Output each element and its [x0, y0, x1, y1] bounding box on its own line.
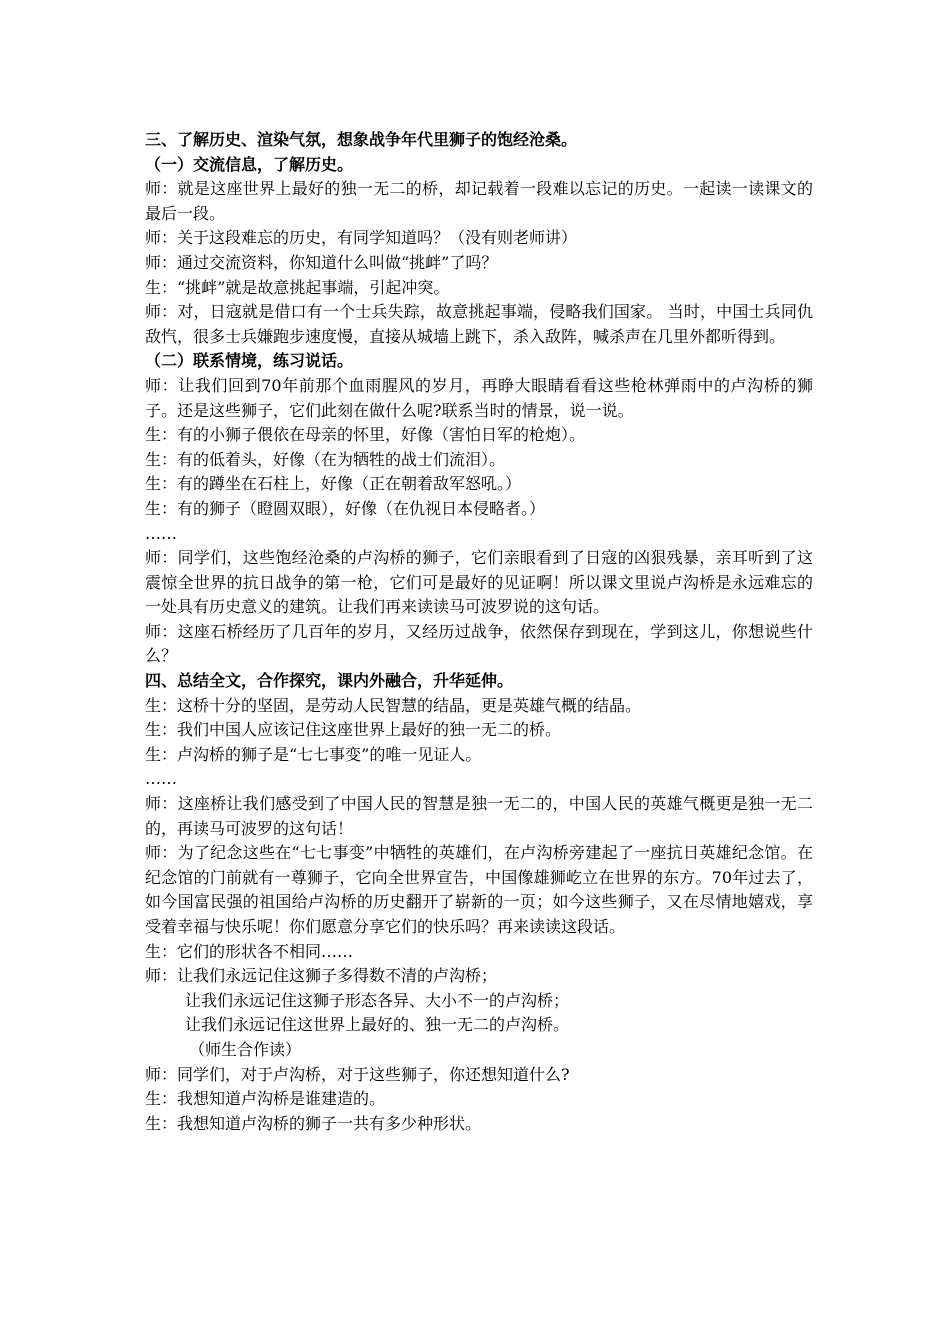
section-heading: （一）交流信息，了解历史。 — [145, 154, 354, 174]
paragraph: 师：通过交流资料，你知道什么叫做“挑衅”了吗？ — [145, 252, 498, 272]
paragraph: 师：关于这段难忘的历史，有同学知道吗？（没有则老师讲） — [145, 228, 578, 248]
paragraph: 生：我想知道卢沟桥的狮子一共有多少种形状。 — [145, 1113, 482, 1133]
document-body — [145, 128, 813, 1136]
paragraph: 师：同学们，这些饱经沧桑的卢沟桥的狮子，它们亲眼看到了日寇的凶狠残暴，亲耳听到了这震惊全世界的抗日战争的第一枪，它们可是最好的见证啊！所以课文里说卢沟桥是永远难忘的一处具有历史意义的建筑。让我们再来读读马可波罗说的这句话。 — [145, 548, 813, 617]
paragraph: 生：这桥十分的坚固，是劳动人民智慧的结晶，更是英雄气概的结晶。 — [145, 695, 642, 715]
section-heading: 三、了解历史、渲染气氛，想象战争年代里狮子的饱经沧桑。 — [145, 130, 578, 149]
paragraph: 师：就是这座世界上最好的独一无二的桥，却记载着一段难以忘记的历史。一起读一读课文的最后一段。 — [145, 179, 813, 223]
paragraph: 师：让我们回到70年前那个血雨腥风的岁月，再睁大眼睛看看这些枪林弹雨中的卢沟桥的狮子。还是这些狮子，它们此刻在做什么呢?联系当时的情景，说一说。 — [145, 375, 813, 420]
paragraph: 生：卢沟桥的狮子是“七七事变”的唯一见证人。 — [145, 744, 482, 764]
section-heading: （二）联系情境，练习说话。 — [145, 351, 354, 371]
paragraph: 师：这座石桥经历了几百年的岁月，又经历过战争，依然保存到现在，学到这儿，你想说些什么？ — [145, 621, 813, 666]
paragraph: 生：有的低着头，好像（在为牺牲的战士们流泪）。 — [145, 449, 506, 469]
paragraph: 生：它们的形状各不相同…… — [145, 941, 354, 961]
paragraph: …… — [145, 769, 177, 789]
paragraph: 师：这座桥让我们感受到了中国人民的智慧是独一无二的，中国人民的英雄气概更是独一无二的，再读马可波罗的这句话！ — [145, 794, 813, 838]
paragraph: 让我们永远记住这狮子形态各异、大小不一的卢沟桥； — [185, 990, 570, 1010]
paragraph: 生：我们中国人应该记住这座世界上最好的独一无二的桥。 — [145, 720, 562, 740]
paragraph: 让我们永远记住这世界上最好的、独一无二的卢沟桥。 — [185, 1015, 570, 1035]
paragraph: 师：让我们永远记住这狮子多得数不清的卢沟桥； — [145, 966, 498, 986]
paragraph: 生：我想知道卢沟桥是谁建造的。 — [145, 1089, 386, 1109]
paragraph: 师：同学们，对于卢沟桥，对于这些狮子，你还想知道什么? — [145, 1064, 570, 1084]
paragraph: 生：有的小狮子偎依在母亲的怀里，好像（害怕日军的枪炮）。 — [145, 425, 586, 445]
paragraph: 师：为了纪念这些在“七七事变”中牺牲的英雄们，在卢沟桥旁建起了一座抗日英雄纪念馆。在纪念馆的门前就有一尊狮子，它向全世界宣告，中国像雄狮屹立在世界的东方。70年过去了，如今国富民强的祖国给卢沟桥的历史翻开了崭新的一页；如今这些狮子，又在尽情地嬉戏，享受着幸福与快乐呢！你们愿意分享它们的快乐吗？再来读读这段话。 — [145, 843, 813, 936]
section-heading: 四、总结全文，合作探究，课内外融合，升华延伸。 — [145, 671, 514, 691]
paragraph: 师：对，日寇就是借口有一个士兵失踪，故意挑起事端，侵略我们国家。 当时，中国士兵同仇敌忾，很多士兵嫌跑步速度慢，直接从城墙上跳下，杀入敌阵，喊杀声在几里外都听得到。 — [145, 302, 813, 346]
paragraph: …… — [145, 523, 177, 543]
paragraph: （师生合作读） — [189, 1039, 302, 1059]
paragraph: 生：有的狮子（瞪圆双眼），好像（在仇视日本侵略者。） — [145, 498, 546, 518]
paragraph: 生：“挑衅”就是故意挑起事端，引起冲突。 — [145, 277, 450, 297]
paragraph: 生：有的蹲坐在石柱上，好像（正在朝着敌军怒吼。） — [145, 474, 522, 494]
